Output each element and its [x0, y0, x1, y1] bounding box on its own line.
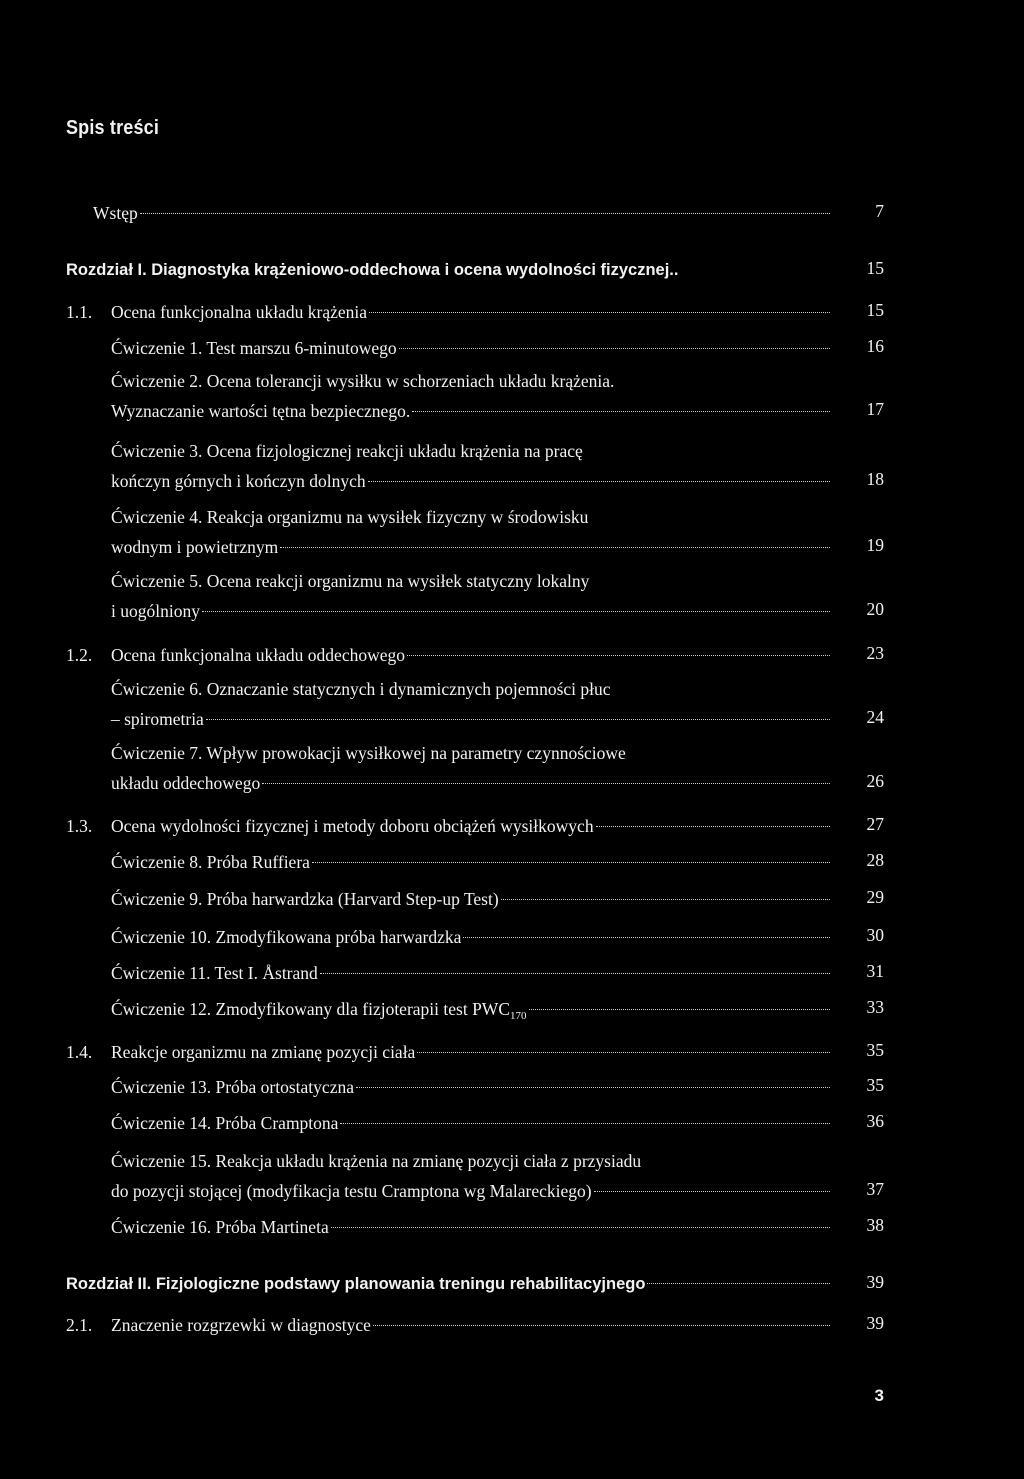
toc-page-number: 18 [866, 469, 884, 489]
leader-dots [417, 1052, 830, 1053]
toc-entry-label-line1: Ćwiczenie 7. Wpływ prowokacji wysiłkowej na parametry czynnościowe [111, 743, 626, 763]
toc-entry-exercise-3[interactable] [111, 439, 836, 493]
toc-page-number: 35 [866, 1075, 884, 1095]
leader-dots [594, 1191, 830, 1192]
toc-entry-exercise-15[interactable] [111, 1149, 836, 1203]
toc-entry-label-line2: kończyn górnych i kończyn dolnych [111, 471, 366, 491]
toc-entry-intro[interactable] [93, 201, 836, 225]
toc-page-number: 33 [866, 997, 884, 1017]
toc-entry-section-1-3[interactable] [66, 814, 836, 838]
leader-dots [373, 1325, 830, 1326]
leader-dots [407, 655, 830, 656]
toc-entry-exercise-14[interactable] [111, 1111, 836, 1135]
leader-dots [320, 973, 830, 974]
toc-entry-chapter-1[interactable] [66, 258, 846, 282]
toc-entry-label-line1: Ćwiczenie 6. Oznaczanie statycznych i dynamicznych pojemności płuc [111, 679, 611, 699]
leader-dots [369, 312, 830, 313]
toc-entry-label: Ćwiczenie 16. Próba Martineta [111, 1217, 329, 1237]
leader-dots [202, 611, 830, 612]
toc-entry-label-line1: Ćwiczenie 2. Ocena tolerancji wysiłku w schorzeniach układu krążenia. [111, 371, 615, 391]
leader-dots [529, 1009, 831, 1010]
toc-page-number: 38 [866, 1215, 884, 1235]
toc-entry-label: Ćwiczenie 11. Test I. Åstrand [111, 963, 318, 983]
toc-entry-label: Ćwiczenie 13. Próba ortostatyczna [111, 1077, 354, 1097]
toc-page-number: 27 [866, 814, 884, 834]
toc-entry-label: Ocena funkcjonalna układu krążenia [111, 302, 368, 322]
toc-entry-label: Ćwiczenie 10. Zmodyfikowana próba harwardzka [111, 927, 462, 947]
toc-entry-exercise-13[interactable] [111, 1075, 836, 1099]
subscript: 170 [510, 1010, 527, 1022]
toc-entry-label-line2: – spirometria [111, 709, 204, 729]
leader-dots [463, 937, 830, 938]
toc-entry-label [111, 997, 527, 1028]
toc-entry-label-line2: i uogólniony [111, 601, 200, 621]
toc-entry-section-1-4[interactable] [66, 1040, 836, 1064]
toc-entry-chapter-2[interactable] [66, 1272, 836, 1296]
leader-dots [280, 547, 830, 548]
toc-page-number: 20 [866, 599, 884, 619]
toc-entry-exercise-8[interactable] [111, 850, 836, 874]
toc-page-number: 15 [866, 300, 884, 320]
toc-entry-exercise-6[interactable] [111, 677, 836, 731]
toc-page-number: 7 [875, 201, 884, 221]
leader-dots [340, 1123, 830, 1124]
leader-dots [596, 826, 830, 827]
toc-entry-label-line2: układu oddechowego [111, 773, 261, 793]
toc-entry-label-text: Ćwiczenie 12. Zmodyfikowany dla fizjoterapii test PWC [111, 999, 510, 1019]
toc-entry-label: Rozdział II. Fizjologiczne podstawy planowania treningu rehabilitacyjnego [66, 1275, 646, 1293]
leader-dots [312, 862, 830, 863]
toc-page-number: 30 [866, 925, 884, 945]
section-number: 1.1. [66, 302, 93, 322]
toc-entry-label: Ćwiczenie 8. Próba Ruffiera [111, 852, 310, 872]
toc-entry-section-1-2[interactable] [66, 643, 836, 667]
toc-entry-label: Ocena funkcjonalna układu oddechowego [111, 645, 405, 665]
leader-dots [647, 1283, 830, 1284]
toc-page-number: 15 [866, 258, 884, 278]
toc-entry-label: Ocena wydolności fizycznej i metody doboru obciążeń wysiłkowych [111, 816, 594, 836]
toc-page-number: 36 [866, 1111, 884, 1131]
toc-page-number: 29 [866, 887, 884, 907]
toc-entry-label: Reakcje organizmu na zmianę pozycji ciała [111, 1042, 416, 1062]
toc-page-number: 39 [866, 1272, 884, 1292]
toc-page-number: 26 [866, 771, 884, 791]
toc-entry-exercise-12[interactable] [111, 997, 836, 1028]
toc-page-number: 23 [866, 643, 884, 663]
toc-entry-exercise-9[interactable] [111, 887, 836, 911]
toc-entry-exercise-1[interactable] [111, 336, 836, 360]
toc-entry-label: Ćwiczenie 9. Próba harwardzka (Harvard Step-up Test) [111, 889, 499, 909]
toc-entry-label-line2: do pozycji stojącej (modyfikacja testu Cramptona wg Malareckiego) [111, 1181, 592, 1201]
leader-dots [501, 899, 830, 900]
toc-entry-label: Ćwiczenie 14. Próba Cramptona [111, 1113, 339, 1133]
toc-entry-label-line1: Ćwiczenie 15. Reakcja układu krążenia na zmianę pozycji ciała z przysiadu [111, 1151, 642, 1171]
toc-page-number: 17 [866, 399, 884, 419]
toc-entry-section-2-1[interactable] [66, 1313, 836, 1337]
toc-entry-section-1-1[interactable] [66, 300, 836, 324]
leader-dots [412, 411, 830, 412]
toc-page-number: 31 [866, 961, 884, 981]
leader-dots [356, 1087, 830, 1088]
page-title: Spis treści [66, 117, 160, 139]
section-number: 1.2. [66, 645, 93, 665]
toc-page-number: 16 [866, 336, 884, 356]
leader-dots [368, 481, 830, 482]
section-number: 1.3. [66, 816, 93, 836]
toc-page-number: 28 [866, 850, 884, 870]
toc-entry-exercise-5[interactable] [111, 569, 836, 623]
toc-entry-label: Ćwiczenie 1. Test marszu 6-minutowego [111, 338, 397, 358]
toc-entry-label: Rozdział I. Diagnostyka krążeniowo-oddechowa i ocena wydolności fizycznej.. [66, 261, 679, 279]
toc-entry-label-line2: wodnym i powietrznym [111, 537, 279, 557]
toc-entry-exercise-4[interactable] [111, 505, 836, 559]
folio-page-number: 3 [874, 1386, 884, 1405]
toc-entry-exercise-7[interactable] [111, 741, 836, 795]
toc-page-number: 39 [866, 1313, 884, 1333]
toc-entry-label-line1: Ćwiczenie 3. Ocena fizjologicznej reakcji układu krążenia na pracę [111, 441, 583, 461]
leader-dots [140, 213, 830, 214]
leader-dots [262, 783, 830, 784]
leader-dots [331, 1227, 830, 1228]
toc-entry-label-line2: Wyznaczanie wartości tętna bezpiecznego. [111, 401, 411, 421]
toc-page-number: 37 [866, 1179, 884, 1199]
section-number: 1.4. [66, 1042, 93, 1062]
section-number: 2.1. [66, 1315, 93, 1335]
toc-entry-label-line1: Ćwiczenie 4. Reakcja organizmu na wysiłek fizyczny w środowisku [111, 507, 589, 527]
toc-entry-label: Wstęp [93, 203, 138, 223]
leader-dots [399, 348, 830, 349]
toc-page-number: 19 [866, 535, 884, 555]
toc-entry-label: Znaczenie rozgrzewki w diagnostyce [111, 1315, 371, 1335]
toc-page-number: 24 [866, 707, 884, 727]
toc-entry-label-line1: Ćwiczenie 5. Ocena reakcji organizmu na wysiłek statyczny lokalny [111, 571, 590, 591]
leader-dots [206, 719, 830, 720]
toc-entry-exercise-11[interactable] [111, 961, 836, 985]
toc-entry-exercise-2[interactable] [111, 369, 836, 423]
toc-entry-exercise-10[interactable] [111, 925, 836, 949]
toc-entry-exercise-16[interactable] [111, 1215, 836, 1239]
toc-page-number: 35 [866, 1040, 884, 1060]
